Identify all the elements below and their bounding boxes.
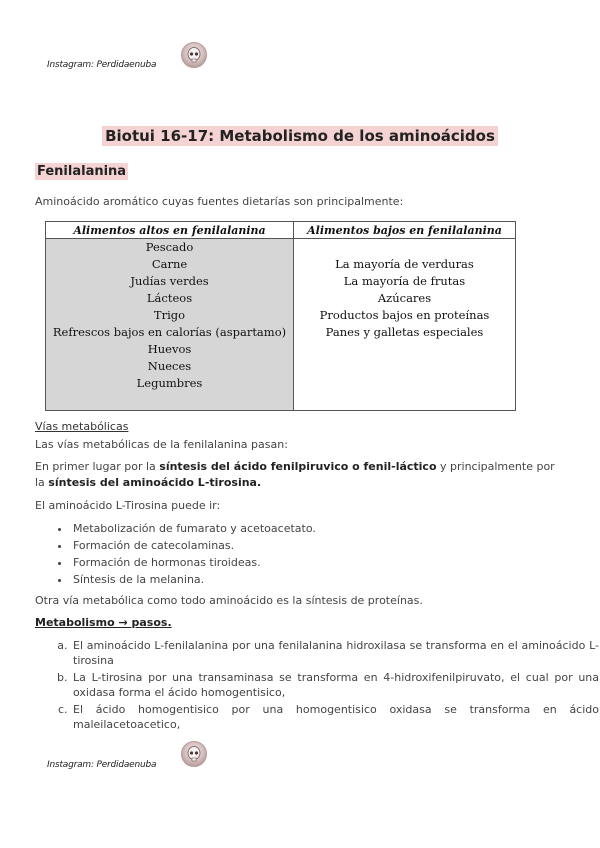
list-item: • Formación de hormonas tiroideas.: [71, 554, 316, 571]
high-foods-cell: [46, 239, 294, 411]
skull-icon: [182, 43, 206, 67]
avatar-footer: [181, 741, 207, 767]
vias-heading: Vías metabólicas: [35, 420, 129, 433]
vias-line-4: Otra vía metabólica como todo aminoácido es la síntesis de proteínas.: [35, 594, 423, 607]
list-item: • Metabolización de fumarato y acetoacetato.: [71, 520, 316, 537]
list-item: b. La L-tirosina por una transaminasa se transforma en 4-hidroxifenilpiruvato, el cual por una oxidasa forma el ácido homogentisico,: [71, 670, 599, 700]
high-food-item: Pescado: [145, 240, 194, 254]
list-item: a. El aminoácido L-fenilalanina por una fenilalanina hidroxilasa se transforma en el aminoácido L-tirosina: [71, 638, 599, 668]
intro-text: Aminoácido aromático cuyas fuentes dietarías son principalmente:: [35, 195, 404, 208]
list-item: • Formación de catecolaminas.: [71, 537, 316, 554]
instagram-handle: Instagram: Perdidaenuba: [47, 60, 157, 70]
low-food-item: Productos bajos en proteínas: [319, 308, 490, 322]
skull-icon: [182, 742, 206, 766]
tirosina-list: [35, 520, 316, 588]
food-table: [45, 221, 516, 411]
high-food-item: Trigo: [153, 308, 186, 322]
high-food-item: Judías verdes: [130, 274, 209, 288]
vias-line-2: En primer lugar por la síntesis del ácido fenilpiruvico o fenil-láctico y principalmente por la síntesis del aminoácido L-tirosina.: [35, 460, 555, 489]
page-title: Biotui 16-17: Metabolismo de los aminoácidos: [0, 127, 600, 145]
low-food-item: La mayoría de verduras: [335, 257, 474, 271]
vias-line-3: El aminoácido L-Tirosina puede ir:: [35, 499, 221, 512]
high-food-item: Legumbres: [136, 376, 203, 390]
high-food-item: Refrescos bajos en calorías (aspartamo): [52, 325, 287, 339]
low-food-item: La mayoría de frutas: [343, 274, 466, 288]
section-heading: Fenilalanina: [37, 164, 127, 179]
high-food-item: Nueces: [147, 359, 192, 373]
high-food-item: Carne: [151, 257, 188, 271]
list-item: c. El ácido homogentisico por una homogentisico oxidasa se transforma en ácido maleilacetoacetico,: [71, 702, 599, 732]
metabolismo-heading: Metabolismo → pasos.: [35, 616, 172, 629]
table-header-high: Alimentos altos en fenilalanina: [46, 222, 294, 239]
high-food-item: Lácteos: [146, 291, 193, 305]
low-food-item: Panes y galletas especiales: [325, 325, 484, 339]
low-foods-cell: [294, 239, 516, 411]
table-header-low: Alimentos bajos en fenilalanina: [294, 222, 516, 239]
metabolism-steps: [35, 638, 599, 734]
instagram-handle-footer: Instagram: Perdidaenuba: [47, 760, 157, 770]
high-food-item: Huevos: [147, 342, 192, 356]
avatar: [181, 42, 207, 68]
list-item: • Síntesis de la melanina.: [71, 571, 316, 588]
vias-line-1: Las vías metabólicas de la fenilalanina pasan:: [35, 438, 288, 451]
low-food-item: Azúcares: [377, 291, 432, 305]
